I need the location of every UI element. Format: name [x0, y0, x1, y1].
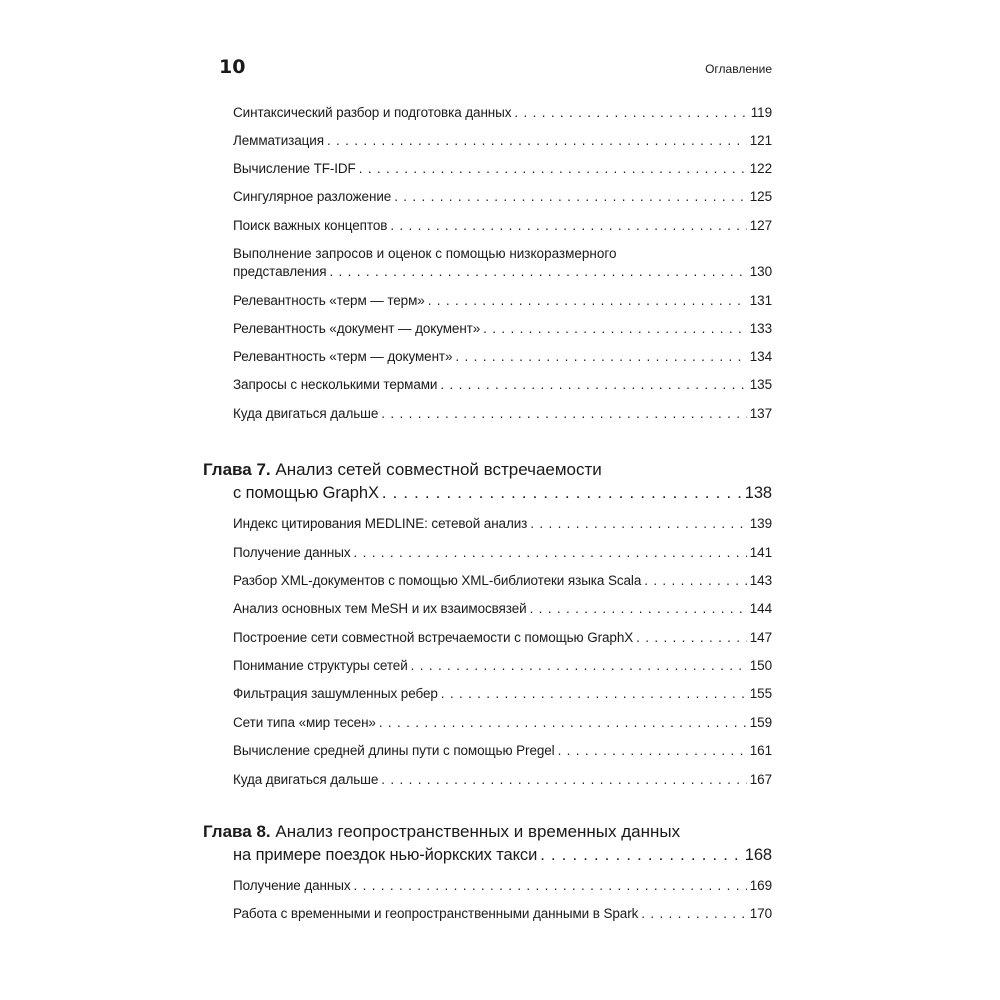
toc-entry[interactable]	[233, 877, 772, 895]
toc-entry[interactable]	[233, 657, 772, 675]
chapter-label: Глава 7.	[203, 460, 271, 479]
toc-entry-title: Релевантность «терм — терм»	[233, 293, 425, 308]
toc-entry[interactable]	[233, 714, 772, 732]
dot-leader	[455, 348, 746, 366]
chapter-page: 138	[744, 484, 772, 502]
toc-entry-title-line1[interactable]: Выполнение запросов и оценок с помощью низкоразмерного	[233, 246, 617, 261]
toc-entry-title: Получение данных	[233, 878, 351, 893]
toc-entry[interactable]	[233, 405, 772, 423]
dot-leader	[540, 845, 742, 865]
chapter-title-line1: Анализ сетей совместной встречаемости	[275, 460, 602, 479]
dot-leader	[483, 320, 747, 338]
chapter-heading-line2[interactable]	[233, 483, 772, 503]
toc-entry-page: 150	[749, 658, 772, 673]
dot-leader	[394, 188, 747, 206]
toc-entry-title: Куда двигаться дальше	[233, 406, 379, 421]
toc-entry-page: 137	[749, 406, 772, 421]
toc-entry[interactable]	[233, 348, 772, 366]
chapter-title-line2: на примере поездок нью-йоркских такси	[233, 846, 538, 864]
toc-entry-page: 121	[749, 133, 772, 148]
chapter-heading[interactable]	[203, 460, 602, 480]
toc-entry[interactable]	[233, 572, 772, 590]
dot-leader	[440, 376, 746, 394]
toc-entry[interactable]	[233, 263, 772, 281]
toc-entry-page: 141	[749, 545, 772, 560]
toc-entry-title: Вычисление средней длины пути с помощью Pregel	[233, 743, 555, 758]
toc-entry[interactable]	[233, 188, 772, 206]
toc-entry[interactable]	[233, 160, 772, 178]
toc-entry[interactable]	[233, 600, 772, 618]
toc-entry[interactable]	[233, 515, 772, 533]
toc-entry[interactable]	[233, 292, 772, 310]
toc-entry-title: Куда двигаться дальше	[233, 772, 379, 787]
toc-entry-page: 159	[749, 715, 772, 730]
toc-entry-title: Построение сети совместной встречаемости с помощью GraphX	[233, 630, 634, 645]
toc-entry[interactable]	[233, 544, 772, 562]
dot-leader	[411, 657, 747, 675]
toc-entry-title: Релевантность «документ — документ»	[233, 321, 481, 336]
toc-entry-title: Сети типа «мир тесен»	[233, 715, 376, 730]
toc-entry-page: 170	[749, 906, 772, 921]
toc-entry-title: Запросы с несколькими термами	[233, 377, 438, 392]
chapter-title-line2: с помощью GraphX	[233, 484, 379, 502]
toc-entry[interactable]	[233, 742, 772, 760]
dot-leader	[354, 544, 747, 562]
chapter-heading-line2[interactable]	[233, 845, 772, 865]
toc-entry-page: 125	[749, 189, 772, 204]
toc-entry[interactable]	[233, 376, 772, 394]
dot-leader	[381, 771, 746, 789]
toc-entry-title: Синтаксический разбор и подготовка данных	[233, 105, 512, 120]
running-title: Оглавление	[705, 62, 772, 76]
dot-leader	[558, 742, 747, 760]
toc-entry[interactable]	[233, 132, 772, 150]
toc-entry-title: Релевантность «терм — документ»	[233, 349, 453, 364]
toc-entry-page: 133	[749, 321, 772, 336]
toc-entry[interactable]	[233, 104, 772, 122]
toc-entry-title: Понимание структуры сетей	[233, 658, 408, 673]
dot-leader	[354, 877, 747, 895]
toc-entry-page: 167	[749, 772, 772, 787]
dot-leader	[636, 629, 747, 647]
toc-entry[interactable]	[233, 771, 772, 789]
dot-leader	[530, 515, 747, 533]
toc-entry-title: Индекс цитирования MEDLINE: сетевой анализ	[233, 516, 528, 531]
toc-entry-page: 143	[749, 573, 772, 588]
toc-entry[interactable]	[233, 685, 772, 703]
page-number: 10	[219, 56, 246, 78]
toc-entry-page: 119	[750, 105, 772, 120]
toc-entry-page: 169	[749, 878, 772, 893]
dot-leader	[641, 905, 747, 923]
toc-entry-page: 127	[749, 218, 772, 233]
dot-leader	[379, 714, 747, 732]
dot-leader	[327, 132, 747, 150]
dot-leader	[514, 104, 747, 122]
toc-entry-title: Работа с временными и геопространственными данными в Spark	[233, 906, 639, 921]
chapter-heading[interactable]	[203, 822, 680, 842]
toc-entry-page: 134	[749, 349, 772, 364]
dot-leader	[441, 685, 747, 703]
dot-leader	[530, 600, 747, 618]
dot-leader	[644, 572, 747, 590]
dot-leader	[381, 405, 746, 423]
toc-entry[interactable]	[233, 320, 772, 338]
toc-entry-page: 135	[749, 377, 772, 392]
dot-leader	[382, 483, 742, 503]
toc-entry-title: Фильтрация зашумленных ребер	[233, 686, 438, 701]
chapter-title-line1: Анализ геопространственных и временных данных	[275, 822, 681, 841]
toc-entry-page: 144	[749, 601, 772, 616]
chapter-label: Глава 8.	[203, 822, 271, 841]
toc-entry-title: Сингулярное разложение	[233, 189, 392, 204]
dot-leader	[359, 160, 747, 178]
toc-entry-title: Анализ основных тем MeSH и их взаимосвязей	[233, 601, 527, 616]
toc-entry-title: Разбор XML-документов с помощью XML-библиотеки языка Scala	[233, 573, 642, 588]
toc-entry-title: Вычисление TF-IDF	[233, 161, 356, 176]
toc-entry-page: 155	[749, 686, 772, 701]
toc-entry-title: Лемматизация	[233, 133, 324, 148]
toc-entry-page: 161	[749, 743, 772, 758]
toc-entry-page: 147	[749, 630, 772, 645]
toc-entry-page: 131	[749, 293, 772, 308]
toc-entry-page: 139	[749, 516, 772, 531]
toc-entry[interactable]	[233, 905, 772, 923]
toc-entry-title: Получение данных	[233, 545, 351, 560]
dot-leader	[428, 292, 747, 310]
chapter-page: 168	[744, 846, 772, 864]
toc-entry-title: представления	[233, 264, 327, 279]
toc-entry[interactable]	[233, 217, 772, 235]
dot-leader	[390, 217, 746, 235]
toc-entry-page: 130	[749, 264, 772, 279]
toc-entry[interactable]	[233, 629, 772, 647]
toc-entry-title: Поиск важных концептов	[233, 218, 388, 233]
toc-entry-page: 122	[749, 161, 772, 176]
dot-leader	[329, 263, 746, 281]
